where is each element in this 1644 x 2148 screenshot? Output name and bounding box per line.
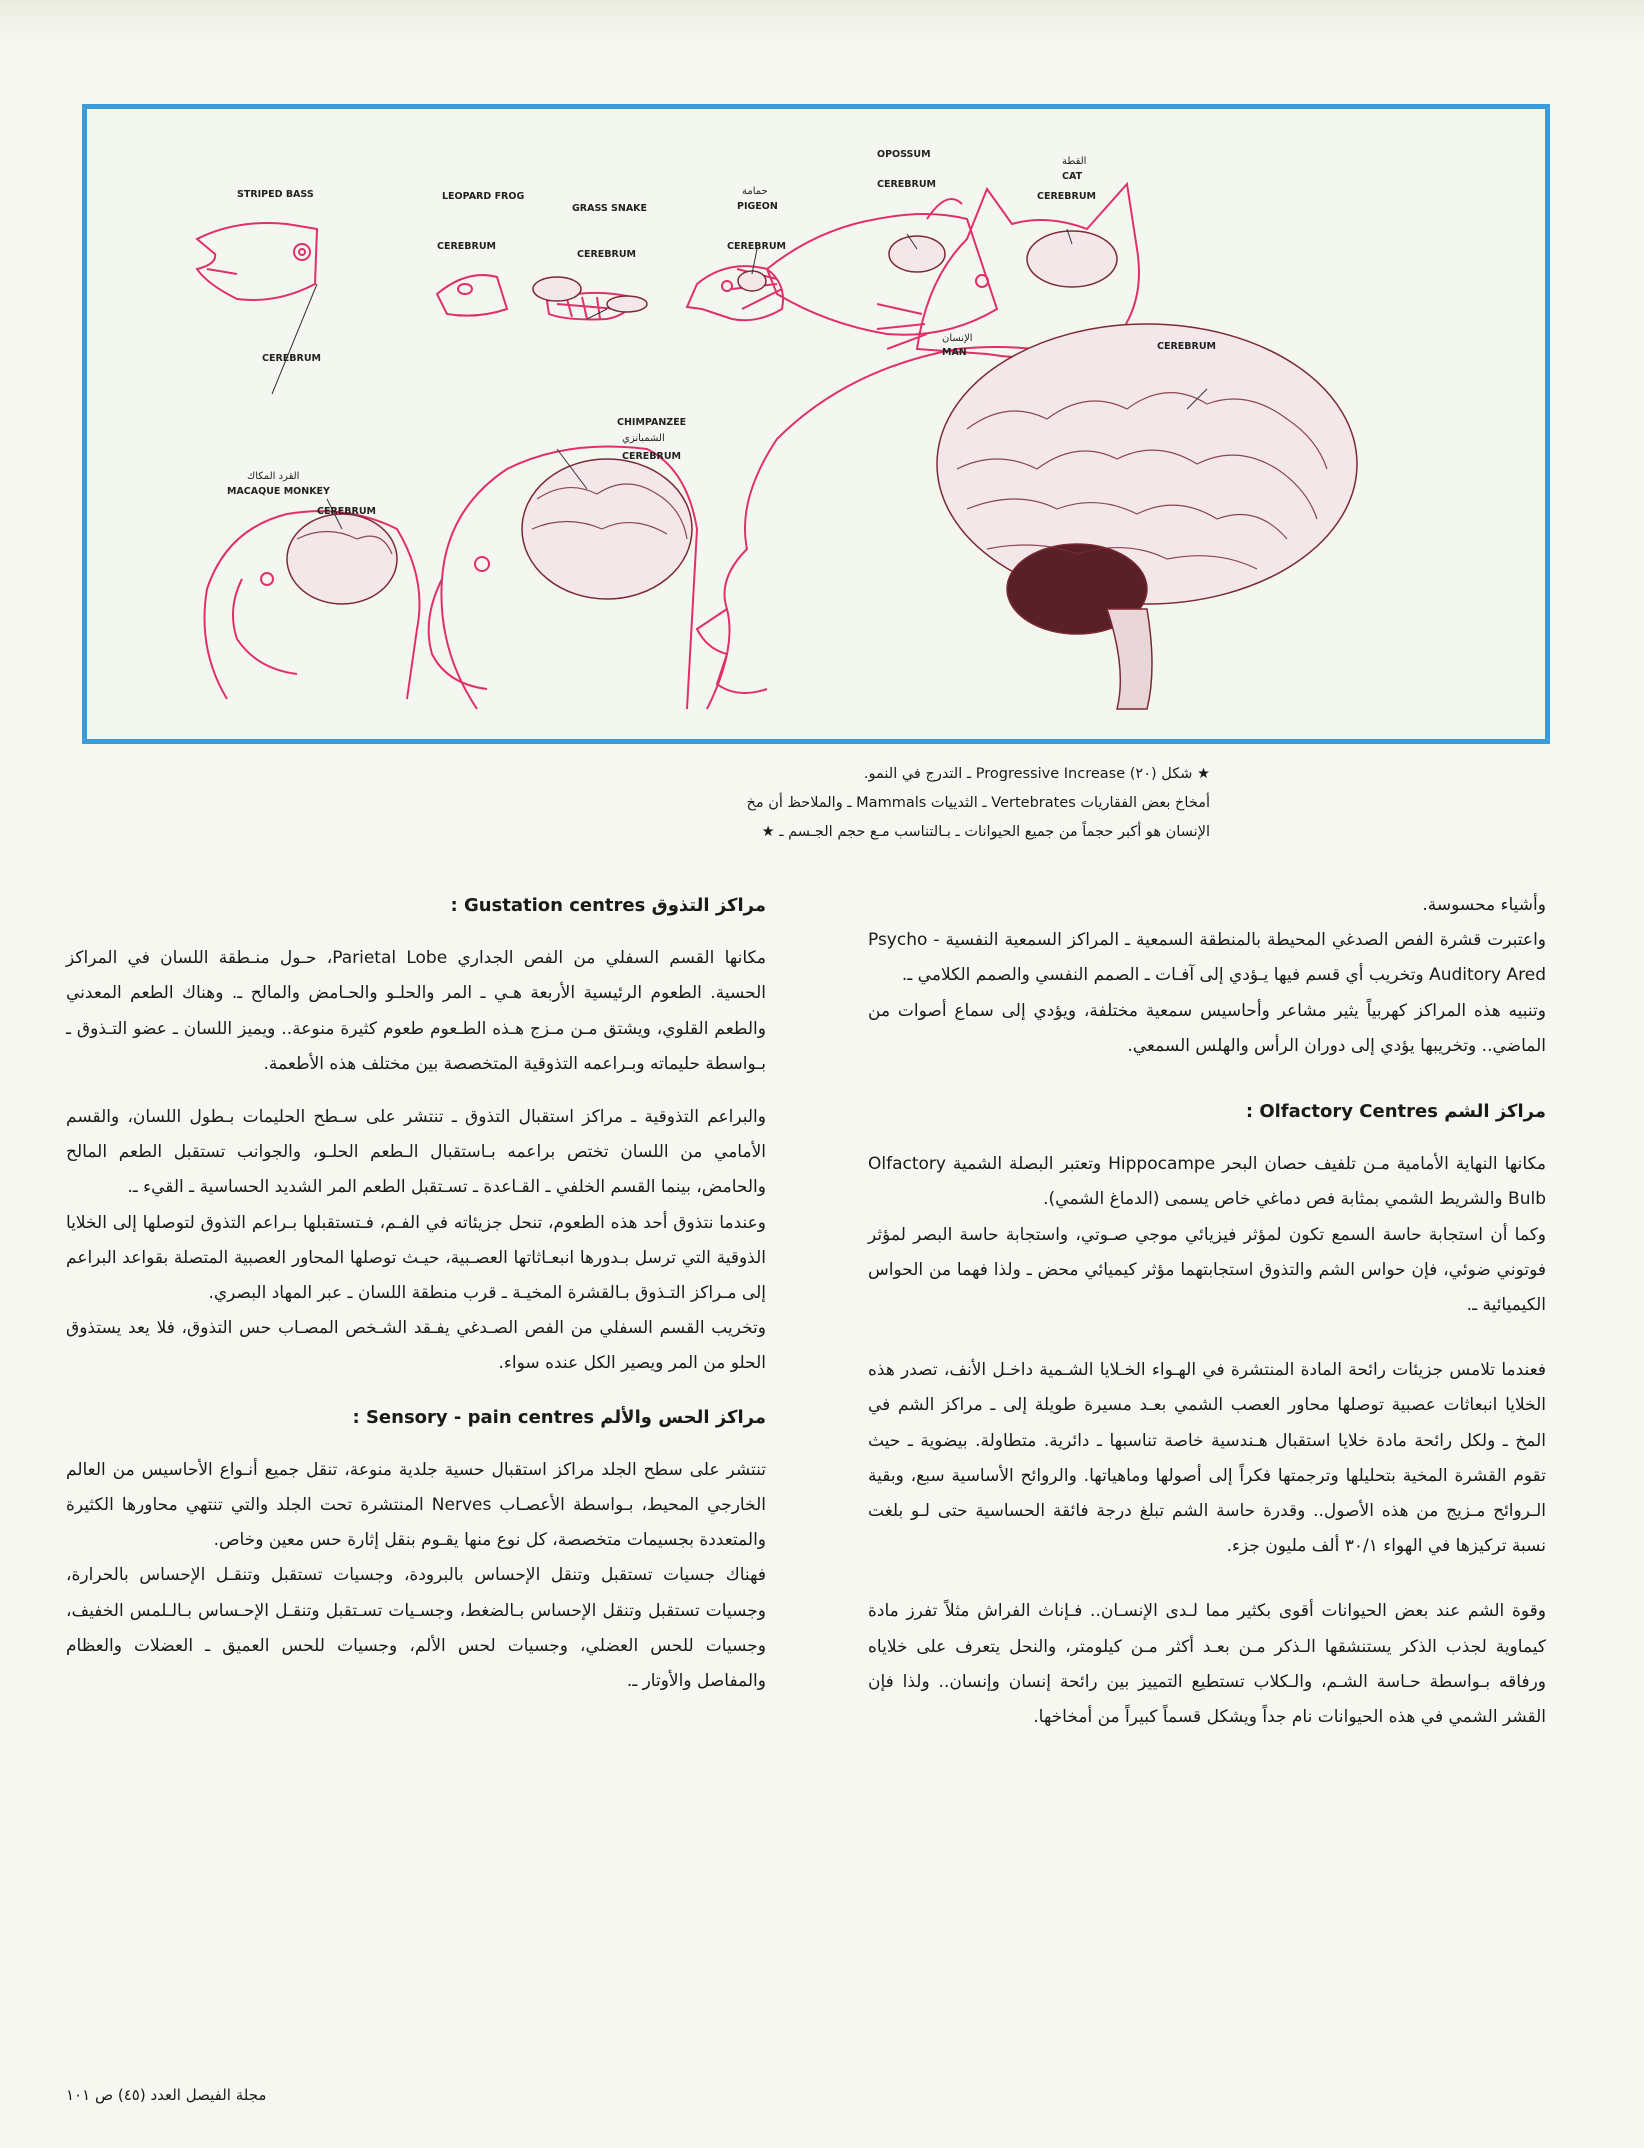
label-chimpanzee: CHIMPANZEE: [617, 417, 687, 428]
paragraph: وعندما نتذوق أحد هذه الطعوم، تنحل جزيئاته في الفـم، فـتستقبلها بـراعم التذوق لتوصلها إلى الخلايا الذوقية التي ترسل بـدورها انبعـاثاتها العصـبية، حيـث توصلها المحاور العصبية المتصلة بقواعد البراعم إلى مـراكز التـذوق بـالقشرة المخيـة ـ قرب منطقة اللسان ـ عبر المهاد البصري.: [66, 1212, 766, 1304]
label-striped-bass: STRIPED BASS: [237, 189, 314, 200]
paragraph: مكانها النهاية الأمامية مـن تلفيف حصان البحر Hippocampe وتعتبر البصلة الشمية Olfactory Bulb والشريط الشمي بمثابة فص دماغي خاص يسمى (الدماغ الشمي).: [868, 1154, 1546, 1210]
label-cerebrum-cat: CEREBRUM: [1037, 191, 1096, 202]
paragraph: واعتبرت قشرة الفص الصدغي المحيطة بالمنطقة السمعية ـ المراكز السمعية النفسية Psycho - Auditory Ared وتخريب أي قسم فيها يـؤدي إلى آفـات ـ الصمم النفسي والصمم الكلامي ـ.: [868, 930, 1546, 986]
paragraph: وتخريب القسم السفلي من الفص الصـدغي يفـقد الشـخص المصـاب حس التذوق، فلا يعد يستذوق الحلو من المر ويصير الكل عنده سواء.: [66, 1318, 766, 1374]
paragraph: وكما أن استجابة حاسة السمع تكون لمؤثر فيزيائي موجي صـوتي، واستجابة حاسة البصر لمؤثر فوتوني ضوئي، فإن حواس الشم والتذوق استجابتهما مؤثر كيميائي محض ـ ولذا فهما من الحواس الكيميائية ـ.: [868, 1224, 1546, 1316]
section-heading-sensory: مراكز الحس والألم Sensory - pain centres :: [352, 1406, 766, 1428]
label-cerebrum-macaque: CEREBRUM: [317, 506, 376, 517]
label-cat: CAT: [1062, 171, 1083, 182]
paragraph: فهناك جسيات تستقبل وتنقل الإحساس بالبرودة، وجسيات تستقبل وتنقـل الإحساس بالحرارة، وجسيات تستقبل وتنقل الإحساس بـالضغط، وجسـيات تسـتقبل وتنقـل الإحـساس بـالـلمس الخفيف، وجسيات للحس العضلي، وجسيات لحس الألم، وجسيات للحس العميق ـ العضلات والعظام والمفاصل والأوتار ـ.: [66, 1565, 766, 1692]
label-grass-snake: GRASS SNAKE: [572, 203, 648, 214]
page-footer: مجلة الفيصل العدد (٤٥) ص ١٠١: [66, 2086, 267, 2104]
paragraph: مكانها القسم السفلي من الفص الجداري Parietal Lobe، حـول منـطقة اللسان في المراكز الحسية. الطعوم الرئيسية الأربعة هـي ـ المر والحلـو والحـامض والمالح ـ. وهناك الطعم المعدني والطعم القلوي، ويشتق مـن مـزج هـذه الطـعوم طعوم كثيرة منوعة.. ويميز اللسان ـ عضو التـذوق ـ بـواسطة حليماته وبـراعمه التذوقية المتخصصة بين مختلف هذه الأطعمة.: [66, 948, 766, 1074]
label-ar-man: الإنسان: [942, 333, 973, 344]
label-cerebrum-bass: CEREBRUM: [262, 353, 321, 364]
paragraph: تنتشر على سطح الجلد مراكز استقبال حسية جلدية منوعة، تنقل جميع أنـواع الأحاسيس من العالم الخارجي المحيط، بـواسطة الأعصـاب Nerves المنتشرة تحت الجلد والتي تنتهي محاورها الكثيرة والمتعددة بجسيمات متخصصة، كل نوع منها يقـوم بنقل إثارة حس معين وخاص.: [66, 1459, 766, 1551]
label-cerebrum-pigeon: CEREBRUM: [727, 241, 786, 252]
label-ar-cat: القطة: [1062, 156, 1087, 167]
label-macaque: MACAQUE MONKEY: [227, 486, 330, 497]
label-cerebrum-opossum: CEREBRUM: [877, 179, 936, 190]
paragraph: وقوة الشم عند بعض الحيوانات أقوى بكثير مما لـدى الإنسـان.. فـإناث الفراش مثلاً تفرز مادة كيماوية لجذب الذكر يستنشقها الـذكر مـن بعـد أكثر مـن كيلومتر، والنحل يتعرف على خلاياه ورفاقه بـواسطة حـاسة الشـم، والـكلاب تستطيع التمييز بين رائحة إنسان وإنسان.. ولذا فإن القشر الشمي في هذه الحيوانات نام جداً ويشكل قسماً كبيراً من أمخاخها.: [868, 1601, 1546, 1728]
page-top-edge: [0, 0, 1644, 40]
label-cerebrum-chimp: CEREBRUM: [622, 451, 681, 462]
section-heading-gustation: مراكز التذوق Gustation centres :: [450, 895, 766, 916]
label-pigeon: PIGEON: [737, 201, 778, 212]
label-ar-pigeon: حمامة: [742, 186, 768, 197]
label-opossum: OPOSSUM: [877, 149, 931, 160]
label-cerebrum-frog: CEREBRUM: [437, 241, 496, 252]
brain-evolution-figure: [82, 104, 1550, 744]
label-ar-macaque: القرد المكاك: [247, 471, 300, 482]
label-cerebrum-snake: CEREBRUM: [577, 249, 636, 260]
caption-line-1: ★ شكل (٢٠) Progressive Increase ـ التدرج في النمو.: [863, 766, 1210, 782]
paragraph: وأشياء محسوسة.: [1422, 895, 1546, 915]
section-heading-olfactory: مراكز الشم Olfactory Centres :: [1245, 1101, 1546, 1123]
paragraph: وتنبيه هذه المراكز كهربياً يثير مشاعر وأحاسيس سمعية مختلفة، ويؤدي إلى سماع أصوات من الماضي.. وتخريبها يؤدي إلى دوران الرأس والهلس السمعي.: [868, 1000, 1546, 1056]
label-ar-chimpanzee: الشمبانزي: [622, 433, 665, 444]
figure-caption: [430, 760, 1210, 847]
caption-line-3: الإنسان هو أكبر حجماً من جميع الحيوانات ـ بـالتناسب مـع حجم الجـسم ـ ★: [761, 824, 1210, 840]
paragraph: والبراعم التذوقية ـ مراكز استقبال التذوق ـ تنتشر على سـطح الحليمات بـطول اللسان، والقسم الأمامي من اللسان تختص براعمه بـاستقبال الـطعم الحلـو، والجوانب تستقبل الطعم المالح والحامض، بينما القسم الخلفي ـ القـاعدة ـ تسـتقبل الطعم المر الشديد الحساسية ـ القيء ـ.: [66, 1107, 766, 1198]
label-leopard-frog: LEOPARD FROG: [442, 191, 525, 202]
leopard-frog-drawing: [437, 275, 507, 316]
right-column: [868, 888, 1546, 1735]
caption-line-2: أمخاخ بعض الفقاريات Vertebrates ـ الثدييات Mammals ـ والملاحظ أن مخ: [746, 795, 1210, 811]
striped-bass-drawing: [197, 223, 317, 300]
label-cerebrum-man: CEREBRUM: [1157, 341, 1216, 352]
label-man: MAN: [942, 347, 967, 358]
brain-illustration: [87, 109, 1545, 739]
paragraph: فعندما تلامس جزيئات رائحة المادة المنتشرة في الهـواء الخـلايا الشـمية داخـل الأنف، تصدر هذه الخلايا انبعاثات عصبية توصلها محاور العصب الشمي بعـد مسيرة طويلة إلى ـ مراكز الشم في المخ ـ ولكل رائحة مادة خلايا استقبال هـندسية خاصة تناسبها ـ دائرية. متطاولة. بيضوية ـ حيث تقوم القشرة المخية بتحليلها وترجمتها فكراً إلى أصولها وماهياتها. والروائح الأساسية سبع، وبقية الـروائح مـزيج من هذه الأصول.. وقدرة حاسة الشم تبلغ درجة فائقة الحساسية حتى لـو بلغت نسبة تركيزها في الهواء ٣٠/١ ألف مليون جزء.: [868, 1360, 1546, 1557]
left-column: [66, 888, 766, 1699]
